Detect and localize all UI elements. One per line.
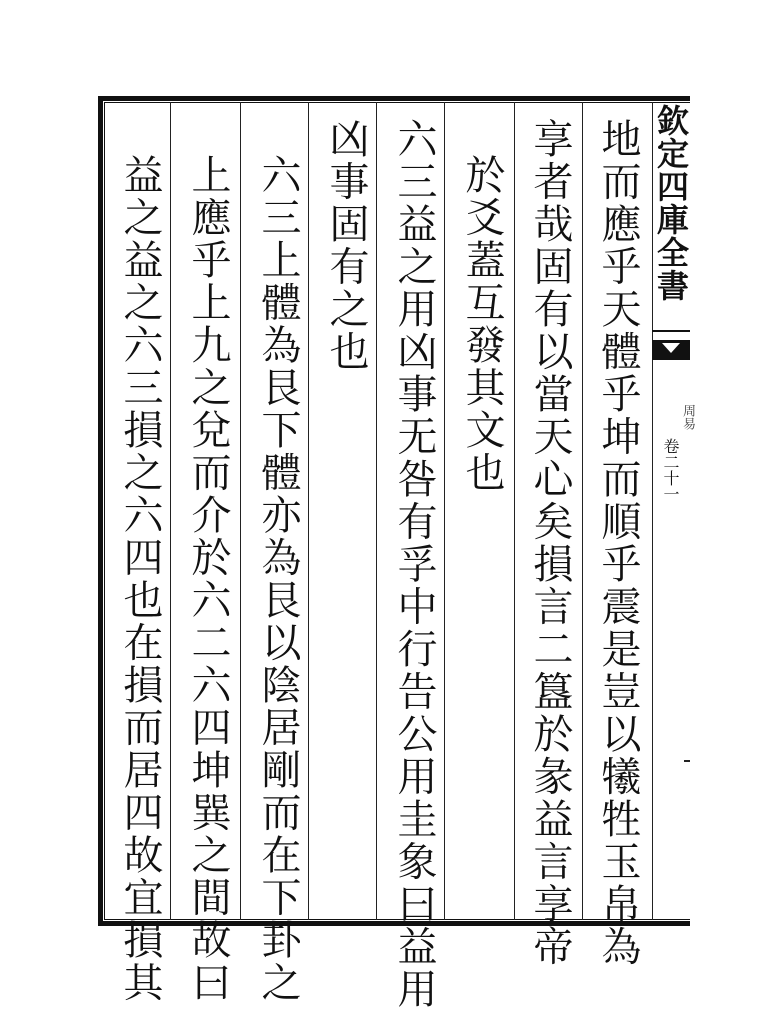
column-rule: [170, 102, 171, 920]
text-column-6: 六三上體為艮下體亦為艮以陰居剛而在下卦之: [255, 154, 301, 1004]
column-rule: [514, 102, 515, 920]
text-column-7: 上應乎上九之兌而介於六二六四坤巽之間故曰: [185, 154, 231, 1004]
column-rule: [444, 102, 445, 920]
column-rule: [376, 102, 377, 920]
book-title: 欽定四庫全書: [652, 104, 690, 302]
text-column-8: 益之益之六三損之六四也在損而居四故宜損其: [117, 154, 163, 1004]
text-column-5: 凶事固有之也: [323, 118, 369, 373]
text-column-4: 六三益之用凶事无咎有孚中行告公用圭象曰益用: [391, 118, 437, 1011]
strip-tick: [684, 760, 690, 762]
text-column-2: 享者哉固有以當天心矣損言二簋於彖益言享帝: [527, 118, 573, 968]
book-name-fragment: 周易: [680, 404, 695, 430]
strip-rule: [652, 330, 690, 332]
volume-label: 卷二十一: [661, 438, 680, 502]
text-column-3: 於爻蓋互發其文也: [459, 154, 505, 494]
column-rule: [308, 102, 309, 920]
column-rule: [240, 102, 241, 920]
column-rule: [582, 102, 583, 920]
text-column-1: 地而應乎天體乎坤而順乎震是豈以犧牲玉帛為: [595, 118, 641, 968]
